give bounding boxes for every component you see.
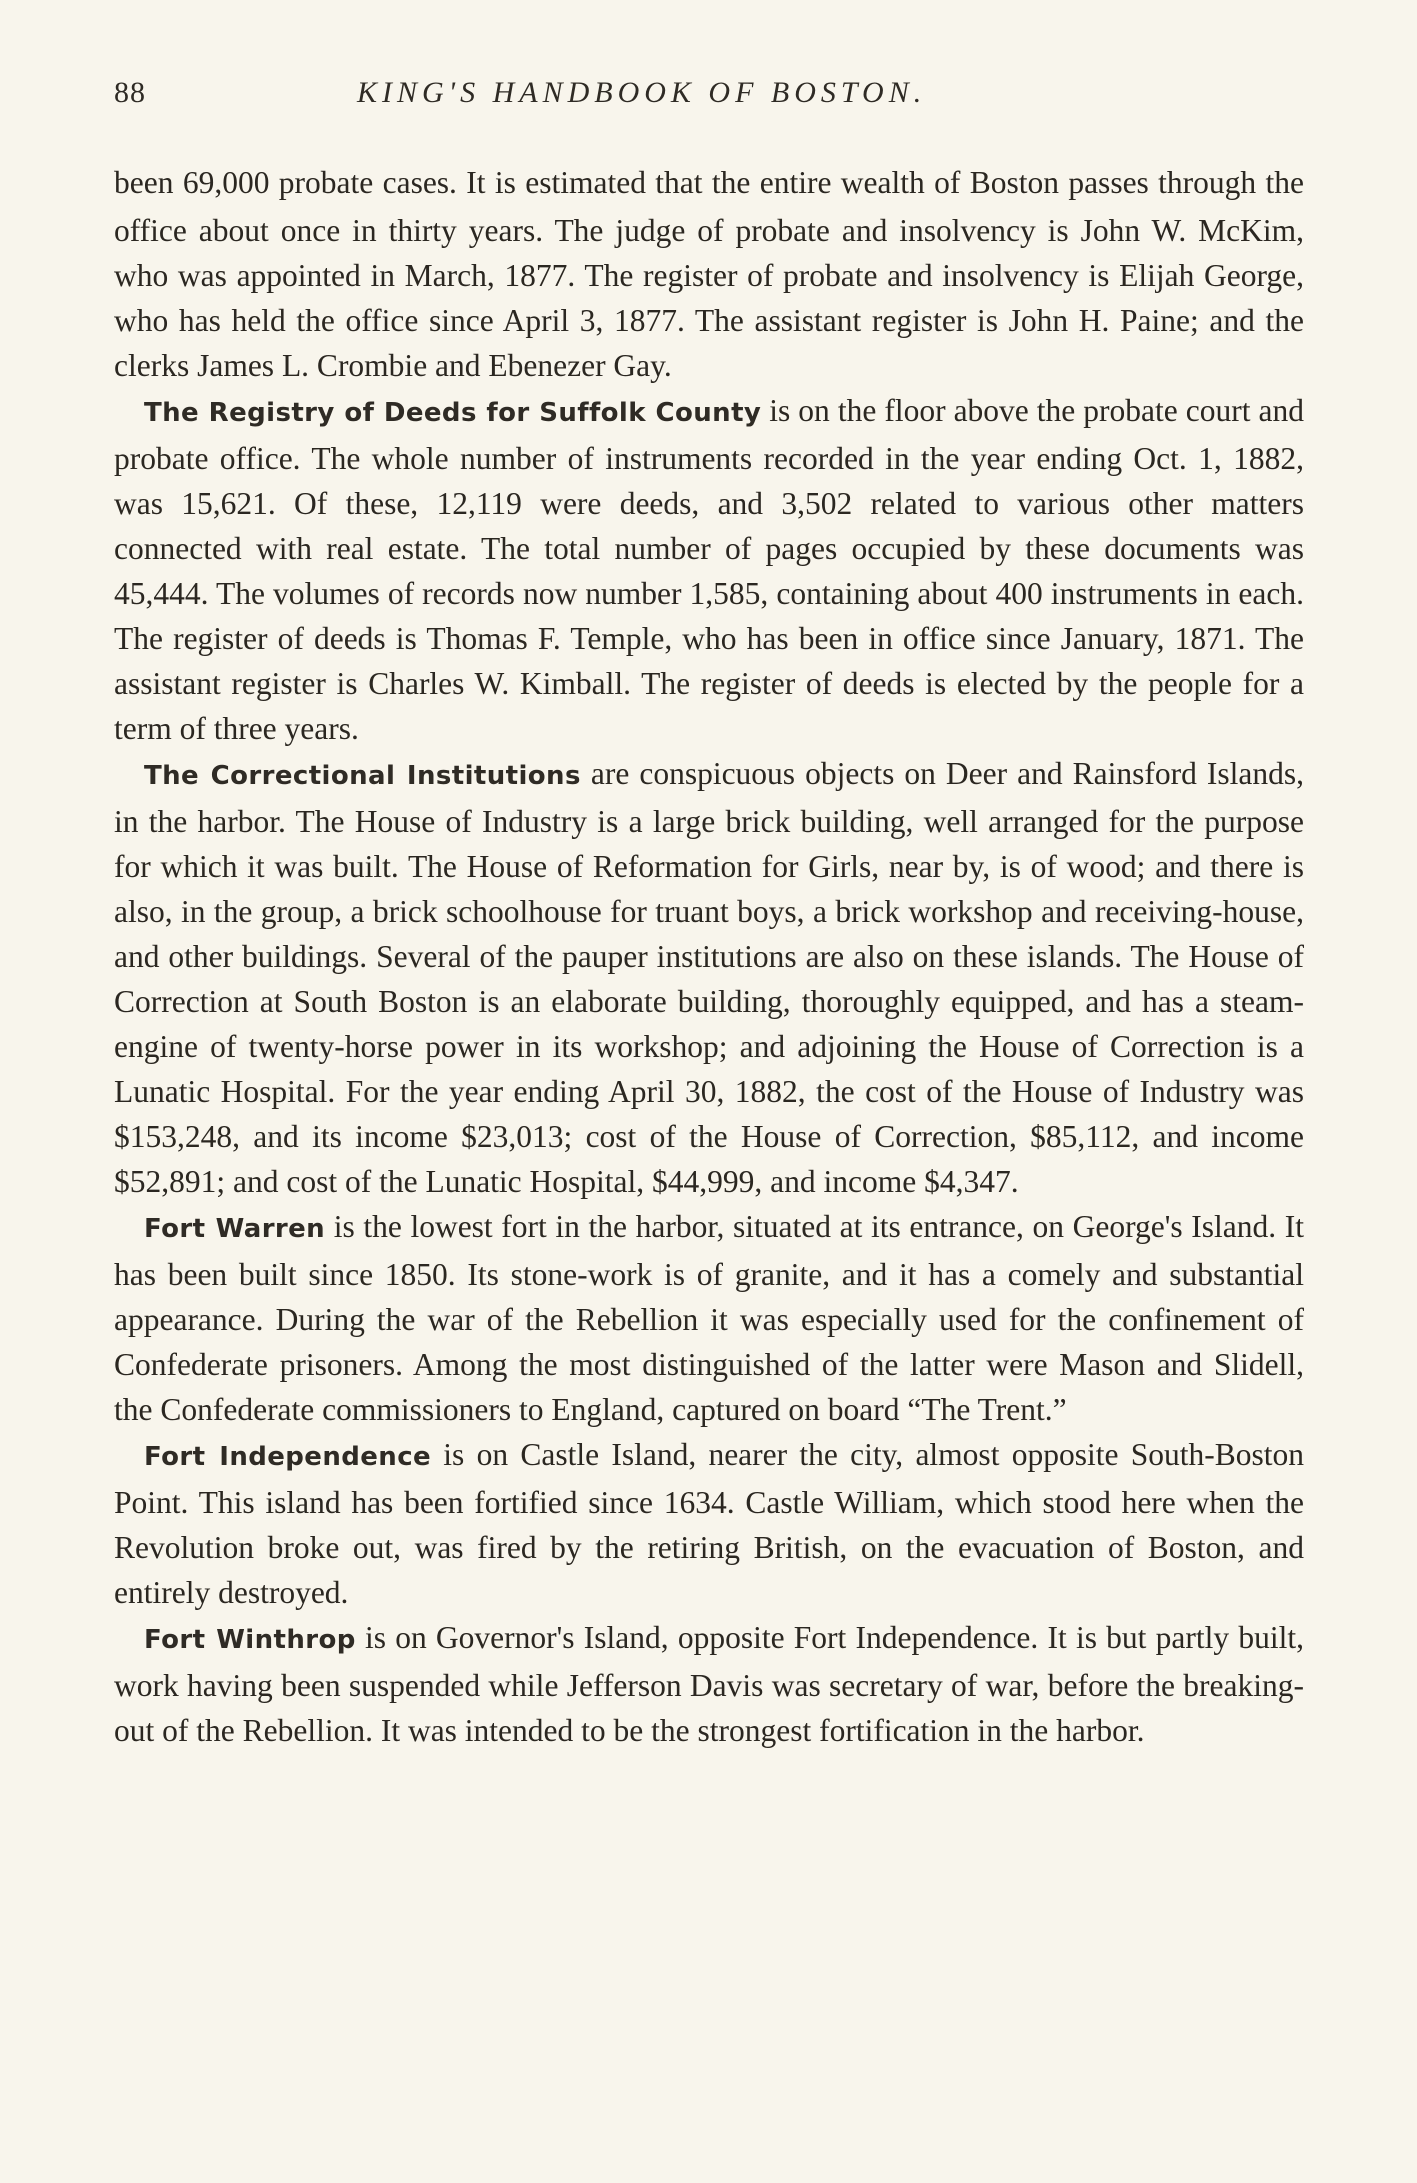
- body-text: [114, 160, 1304, 1753]
- page-number: 88: [114, 76, 146, 109]
- paragraph-lead: Fort Warren: [144, 1214, 326, 1244]
- paragraph-text: been 69,000 probate cases. It is estimated that the entire wealth of Boston passes through the office about once in thirty years. The judge of probate and insolvency is John W. McKim, who was appointed in March, 1877. The register of probate and insolvency is Elijah George, who has held the office since April 3, 1877. The assistant register is John H. Paine; and the clerks James L. Crombie and Ebenezer Gay.: [114, 165, 1304, 383]
- paragraph-lead: The Correctional Institutions: [144, 761, 581, 791]
- paragraph-text: are conspicuous objects on Deer and Rainsford Islands, in the harbor. The House of Industry is a large brick building, well arranged for the purpose for which it was built. The House of Reformation for Girls, near by, is of wood; and there is also, in the group, a brick schoolhouse for truant boys, a brick workshop and receiving-house, and other buildings. Several of the pauper institutions are also on these islands. The House of Correction at South Boston is an elaborate building, thoroughly equipped, and has a steam-engine of twenty-horse power in its workshop; and adjoining the House of Correction is a Lunatic Hospital. For the year ending April 30, 1882, the cost of the House of Industry was $153,248, and its income $23,013; cost of the House of Correction, $85,112, and income $52,891; and cost of the Lunatic Hospital, $44,999, and income $4,347.: [114, 756, 1305, 1199]
- paragraph-correctional-institutions: [114, 751, 1304, 1204]
- paragraph-registry-of-deeds: [114, 388, 1304, 751]
- paragraph-text: is on Governor's Island, opposite Fort Independence. It is but partly built, work having been suspended while Jefferson Davis was secretary of war, before the breaking-out of the Rebellion. It was intended to be the strongest fortification in the harbor.: [114, 1620, 1304, 1748]
- paragraph-lead: Fort Winthrop: [144, 1625, 356, 1655]
- paragraph-fort-winthrop: [114, 1615, 1304, 1753]
- paragraph-probate-continued: [114, 160, 1304, 388]
- paragraph-text: is on the floor above the probate court and probate office. The whole number of instruments recorded in the year ending Oct. 1, 1882, was 15,621. Of these, 12,119 were deeds, and 3,502 related to various other matters connected with real estate. The total number of pages occupied by these documents was 45,444. The volumes of records now number 1,585, containing about 400 instruments in each. The register of deeds is Thomas F. Temple, who has been in office since January, 1871. The assistant register is Charles W. Kimball. The register of deeds is elected by the people for a term of three years.: [114, 393, 1304, 746]
- paragraph-text: is on Castle Island, nearer the city, almost opposite South-Boston Point. This island has been fortified since 1634. Castle William, which stood here when the Revolution broke out, was fired by the retiring British, on the evacuation of Boston, and entirely destroyed.: [114, 1437, 1304, 1610]
- running-head: [114, 76, 1304, 120]
- paragraph-text: is the lowest fort in the harbor, situated at its entrance, on George's Island. It has been built since 1850. Its stone-work is of granite, and it has a comely and substantial appearance. During the war of the Rebellion it was especially used for the confinement of Confederate prisoners. Among the most distinguished of the latter were Mason and Slidell, the Confederate commissioners to England, captured on board “The Trent.”: [114, 1209, 1305, 1427]
- running-title: KING'S HANDBOOK OF BOSTON.: [357, 76, 927, 109]
- paragraph-fort-independence: [114, 1432, 1304, 1615]
- paragraph-lead: The Registry of Deeds for Suffolk County: [144, 398, 762, 428]
- paragraph-lead: Fort Independence: [144, 1442, 432, 1472]
- paragraph-fort-warren: [114, 1204, 1304, 1432]
